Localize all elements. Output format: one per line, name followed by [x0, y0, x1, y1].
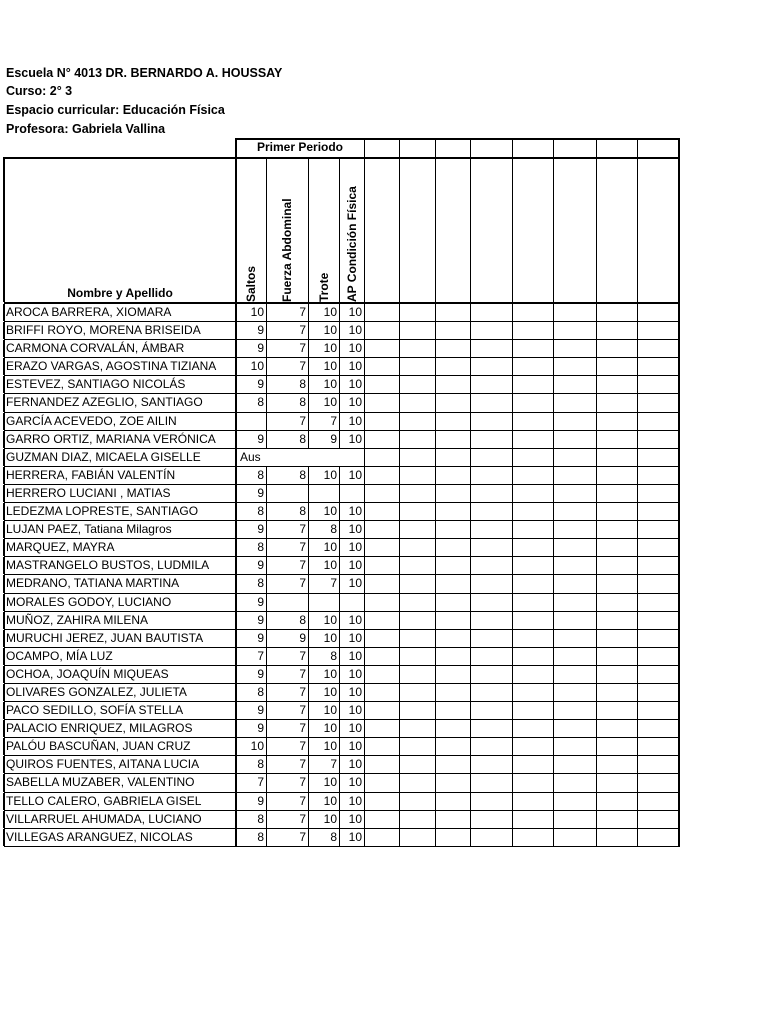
- student-name: MEDRANO, TATIANA MARTINA: [6, 576, 180, 591]
- score-fuerza-abdominal: 8: [299, 395, 306, 410]
- score-ap-condicion-fisica: 10: [348, 377, 362, 392]
- score-fuerza-abdominal: 7: [299, 323, 306, 338]
- score-trote: 10: [323, 341, 337, 356]
- table-row: [4, 557, 680, 575]
- score-fuerza-abdominal: 7: [299, 793, 306, 808]
- score-fuerza-abdominal: 7: [299, 721, 306, 736]
- score-trote: 10: [323, 703, 337, 718]
- table-row: [4, 539, 680, 557]
- header-fuerza-abdominal: Fuerza Abdominal: [280, 198, 294, 302]
- score-ap-condicion-fisica: 10: [348, 648, 362, 663]
- score-ap-condicion-fisica: 10: [348, 558, 362, 573]
- score-trote: 10: [323, 630, 337, 645]
- score-saltos: 9: [257, 630, 264, 645]
- score-trote: 10: [323, 558, 337, 573]
- table-row: [4, 666, 680, 684]
- student-name: LUJAN PAEZ, Tatiana Milagros: [6, 522, 172, 537]
- score-trote: 10: [323, 467, 337, 482]
- score-fuerza-abdominal: 8: [299, 612, 306, 627]
- score-fuerza-abdominal: 7: [299, 359, 306, 374]
- student-name: AROCA BARRERA, XIOMARA: [6, 305, 172, 319]
- score-ap-condicion-fisica: 10: [348, 576, 362, 591]
- score-saltos: 8: [257, 829, 264, 844]
- table-row: [4, 485, 680, 503]
- score-fuerza-abdominal: 7: [299, 413, 306, 428]
- score-ap-condicion-fisica: 10: [348, 522, 362, 537]
- score-ap-condicion-fisica: 10: [348, 630, 362, 645]
- table-row: [4, 648, 680, 666]
- score-ap-condicion-fisica: 10: [348, 721, 362, 736]
- student-name: CARMONA CORVALÁN, ÁMBAR: [6, 341, 185, 356]
- score-saltos: 9: [257, 431, 264, 446]
- student-name: MUÑOZ, ZAHIRA MILENA: [6, 612, 149, 627]
- course-label: Curso: 2° 3: [6, 84, 73, 98]
- score-ap-condicion-fisica: 10: [348, 739, 362, 754]
- score-saltos: 10: [250, 305, 264, 319]
- table-row: [4, 756, 680, 774]
- score-fuerza-abdominal: 7: [299, 341, 306, 356]
- score-saltos: 8: [257, 540, 264, 555]
- score-saltos: 9: [257, 666, 264, 681]
- student-name: OCAMPO, MÍA LUZ: [6, 648, 113, 663]
- header-ap-condicion-fisica: AP Condición Física: [344, 186, 359, 302]
- score-trote: 10: [323, 305, 337, 319]
- score-ap-condicion-fisica: 10: [348, 305, 362, 319]
- score-ap-condicion-fisica: 10: [348, 413, 362, 428]
- score-saltos: 9: [257, 558, 264, 573]
- score-fuerza-abdominal: 7: [299, 775, 306, 790]
- student-name: GUZMAN DIAZ, MICAELA GISELLE: [6, 449, 201, 464]
- score-ap-condicion-fisica: 10: [348, 829, 362, 844]
- score-saltos: 8: [257, 811, 264, 826]
- table-row: [4, 720, 680, 738]
- score-saltos: 8: [257, 504, 264, 519]
- grade-table: [4, 138, 680, 847]
- score-trote: 10: [323, 612, 337, 627]
- score-trote: 9: [330, 431, 337, 446]
- student-name: MASTRANGELO BUSTOS, LUDMILA: [6, 558, 210, 573]
- score-fuerza-abdominal: [266, 485, 308, 502]
- score-ap-condicion-fisica: [339, 594, 364, 611]
- table-row: [4, 322, 680, 340]
- score-fuerza-abdominal: 7: [299, 576, 306, 591]
- score-ap-condicion-fisica: 10: [348, 612, 362, 627]
- score-saltos: 10: [250, 739, 264, 754]
- score-fuerza-abdominal: 8: [299, 467, 306, 482]
- table-row: [4, 358, 680, 376]
- score-ap-condicion-fisica: 10: [348, 666, 362, 681]
- table-row: [4, 304, 680, 322]
- score-saltos: 8: [257, 467, 264, 482]
- score-saltos: 9: [257, 703, 264, 718]
- score-fuerza-abdominal: 7: [299, 648, 306, 663]
- student-name: MURUCHI JEREZ, JUAN BAUTISTA: [6, 630, 204, 645]
- table-row: [4, 594, 680, 612]
- score-trote: 8: [330, 648, 337, 663]
- student-name: PACO SEDILLO, SOFÍA STELLA: [6, 703, 184, 718]
- table-row: [4, 413, 680, 431]
- score-fuerza-abdominal: 8: [299, 504, 306, 519]
- score-ap-condicion-fisica: 10: [348, 757, 362, 772]
- score-fuerza-abdominal: 7: [299, 522, 306, 537]
- student-name: PALÓU BASCUÑAN, JUAN CRUZ: [6, 739, 191, 754]
- table-row: [4, 793, 680, 811]
- score-saltos: 9: [257, 612, 264, 627]
- student-name: OCHOA, JOAQUÍN MIQUEAS: [6, 666, 169, 681]
- name-header: Nombre y Apellido: [67, 286, 173, 300]
- student-name: MARQUEZ, MAYRA: [6, 540, 115, 555]
- header-trote: Trote: [316, 272, 331, 302]
- student-name: MORALES GODOY, LUCIANO: [6, 594, 172, 609]
- score-ap-condicion-fisica: [339, 485, 364, 502]
- table-row: [4, 702, 680, 720]
- student-name: ERAZO VARGAS, AGOSTINA TIZIANA: [6, 359, 217, 374]
- score-trote: 10: [323, 323, 337, 338]
- student-name: VILLEGAS ARANGUEZ, NICOLAS: [6, 829, 193, 844]
- table-row: [4, 630, 680, 648]
- score-ap-condicion-fisica: 10: [348, 431, 362, 446]
- score-fuerza-abdominal: 7: [299, 829, 306, 844]
- school-title: Escuela N° 4013 DR. BERNARDO A. HOUSSAY: [6, 66, 283, 80]
- teacher-label: Profesora: Gabriela Vallina: [6, 122, 166, 136]
- student-name: FERNANDEZ AZEGLIO, SANTIAGO: [6, 395, 203, 410]
- score-saltos: 9: [257, 341, 264, 356]
- header-saltos: Saltos: [244, 265, 258, 302]
- score-ap-condicion-fisica: 10: [348, 684, 362, 699]
- student-name: LEDEZMA LOPRESTE, SANTIAGO: [6, 504, 199, 519]
- score-trote: 8: [330, 829, 337, 844]
- score-fuerza-abdominal: 7: [299, 684, 306, 699]
- score-ap-condicion-fisica: 10: [348, 359, 362, 374]
- table-row: [4, 394, 680, 412]
- table-row: [4, 738, 680, 756]
- score-ap-condicion-fisica: 10: [348, 395, 362, 410]
- score-trote: 8: [330, 522, 337, 537]
- score-saltos: 9: [257, 323, 264, 338]
- score-saltos: 8: [257, 576, 264, 591]
- score-trote: 10: [323, 793, 337, 808]
- score-trote: 10: [323, 811, 337, 826]
- score-fuerza-abdominal: 7: [299, 666, 306, 681]
- score-fuerza-abdominal: 7: [299, 305, 306, 319]
- score-saltos: Aus: [240, 449, 261, 464]
- score-trote: 10: [323, 395, 337, 410]
- column-header-row: [4, 159, 680, 304]
- score-trote: 10: [323, 775, 337, 790]
- score-fuerza-abdominal: 7: [299, 757, 306, 772]
- table-row: [4, 521, 680, 539]
- score-trote: [308, 485, 339, 502]
- score-fuerza-abdominal: 9: [299, 630, 306, 645]
- score-ap-condicion-fisica: 10: [348, 775, 362, 790]
- score-fuerza-abdominal: 7: [299, 811, 306, 826]
- score-fuerza-abdominal: 8: [299, 377, 306, 392]
- score-trote: 7: [330, 413, 337, 428]
- student-name: ESTEVEZ, SANTIAGO NICOLÁS: [6, 377, 186, 392]
- score-fuerza-abdominal: 7: [299, 540, 306, 555]
- table-row: [4, 575, 680, 593]
- student-name: SABELLA MUZABER, VALENTINO: [6, 775, 195, 790]
- score-ap-condicion-fisica: 10: [348, 504, 362, 519]
- score-trote: 10: [323, 540, 337, 555]
- score-saltos: 8: [257, 684, 264, 699]
- student-name: PALACIO ENRIQUEZ, MILAGROS: [6, 721, 193, 736]
- period-label: Primer Periodo: [256, 140, 344, 154]
- score-fuerza-abdominal: 7: [299, 703, 306, 718]
- score-trote: 7: [330, 757, 337, 772]
- score-saltos: 9: [257, 721, 264, 736]
- score-saltos: 8: [257, 757, 264, 772]
- student-name: BRIFFI ROYO, MORENA BRISEIDA: [6, 323, 201, 338]
- student-name: OLIVARES GONZALEZ, JULIETA: [6, 684, 187, 699]
- score-ap-condicion-fisica: 10: [348, 341, 362, 356]
- score-trote: 10: [323, 359, 337, 374]
- table-row: [4, 503, 680, 521]
- score-saltos: 9: [257, 377, 264, 392]
- subject-label: Espacio curricular: Educación Física: [6, 103, 225, 117]
- score-ap-condicion-fisica: [339, 449, 364, 466]
- table-row: [4, 684, 680, 702]
- score-ap-condicion-fisica: 10: [348, 793, 362, 808]
- table-row: [4, 467, 680, 485]
- score-saltos: 9: [257, 594, 264, 609]
- score-fuerza-abdominal: 7: [299, 558, 306, 573]
- period-row: [4, 138, 680, 159]
- score-saltos: 9: [257, 793, 264, 808]
- score-ap-condicion-fisica: 10: [348, 467, 362, 482]
- table-row: [4, 340, 680, 358]
- student-name: HERRERO LUCIANI , MATIAS: [6, 485, 171, 500]
- table-row: [4, 829, 680, 847]
- score-saltos: 8: [257, 395, 264, 410]
- table-row: [4, 376, 680, 394]
- score-ap-condicion-fisica: 10: [348, 323, 362, 338]
- score-fuerza-abdominal: [266, 594, 308, 611]
- score-fuerza-abdominal: 8: [299, 431, 306, 446]
- score-trote: 10: [323, 721, 337, 736]
- table-row: [4, 612, 680, 630]
- score-trote: 10: [323, 739, 337, 754]
- score-trote: [308, 449, 339, 466]
- student-name: VILLARRUEL AHUMADA, LUCIANO: [6, 811, 202, 826]
- score-trote: 10: [323, 684, 337, 699]
- score-trote: 10: [323, 504, 337, 519]
- score-saltos: 7: [257, 648, 264, 663]
- score-fuerza-abdominal: [266, 449, 308, 466]
- score-trote: 10: [323, 377, 337, 392]
- score-trote: 10: [323, 666, 337, 681]
- score-ap-condicion-fisica: 10: [348, 703, 362, 718]
- score-saltos: 9: [257, 485, 264, 500]
- score-saltos: 7: [257, 775, 264, 790]
- table-row: [4, 811, 680, 829]
- student-name: GARCÍA ACEVEDO, ZOE AILIN: [6, 413, 177, 428]
- score-saltos: 9: [257, 522, 264, 537]
- score-ap-condicion-fisica: 10: [348, 811, 362, 826]
- student-name: TELLO CALERO, GABRIELA GISEL: [6, 793, 202, 808]
- table-row: [4, 774, 680, 792]
- score-trote: 7: [330, 576, 337, 591]
- student-name: GARRO ORTIZ, MARIANA VERÓNICA: [6, 431, 216, 446]
- table-row: [4, 449, 680, 467]
- score-saltos: 10: [250, 359, 264, 374]
- score-ap-condicion-fisica: 10: [348, 540, 362, 555]
- student-name: HERRERA, FABIÁN VALENTÍN: [6, 467, 176, 482]
- score-fuerza-abdominal: 7: [299, 739, 306, 754]
- student-name: QUIROS FUENTES, AITANA LUCIA: [6, 757, 200, 772]
- table-row: [4, 431, 680, 449]
- score-saltos: [236, 413, 266, 430]
- score-trote: [308, 594, 339, 611]
